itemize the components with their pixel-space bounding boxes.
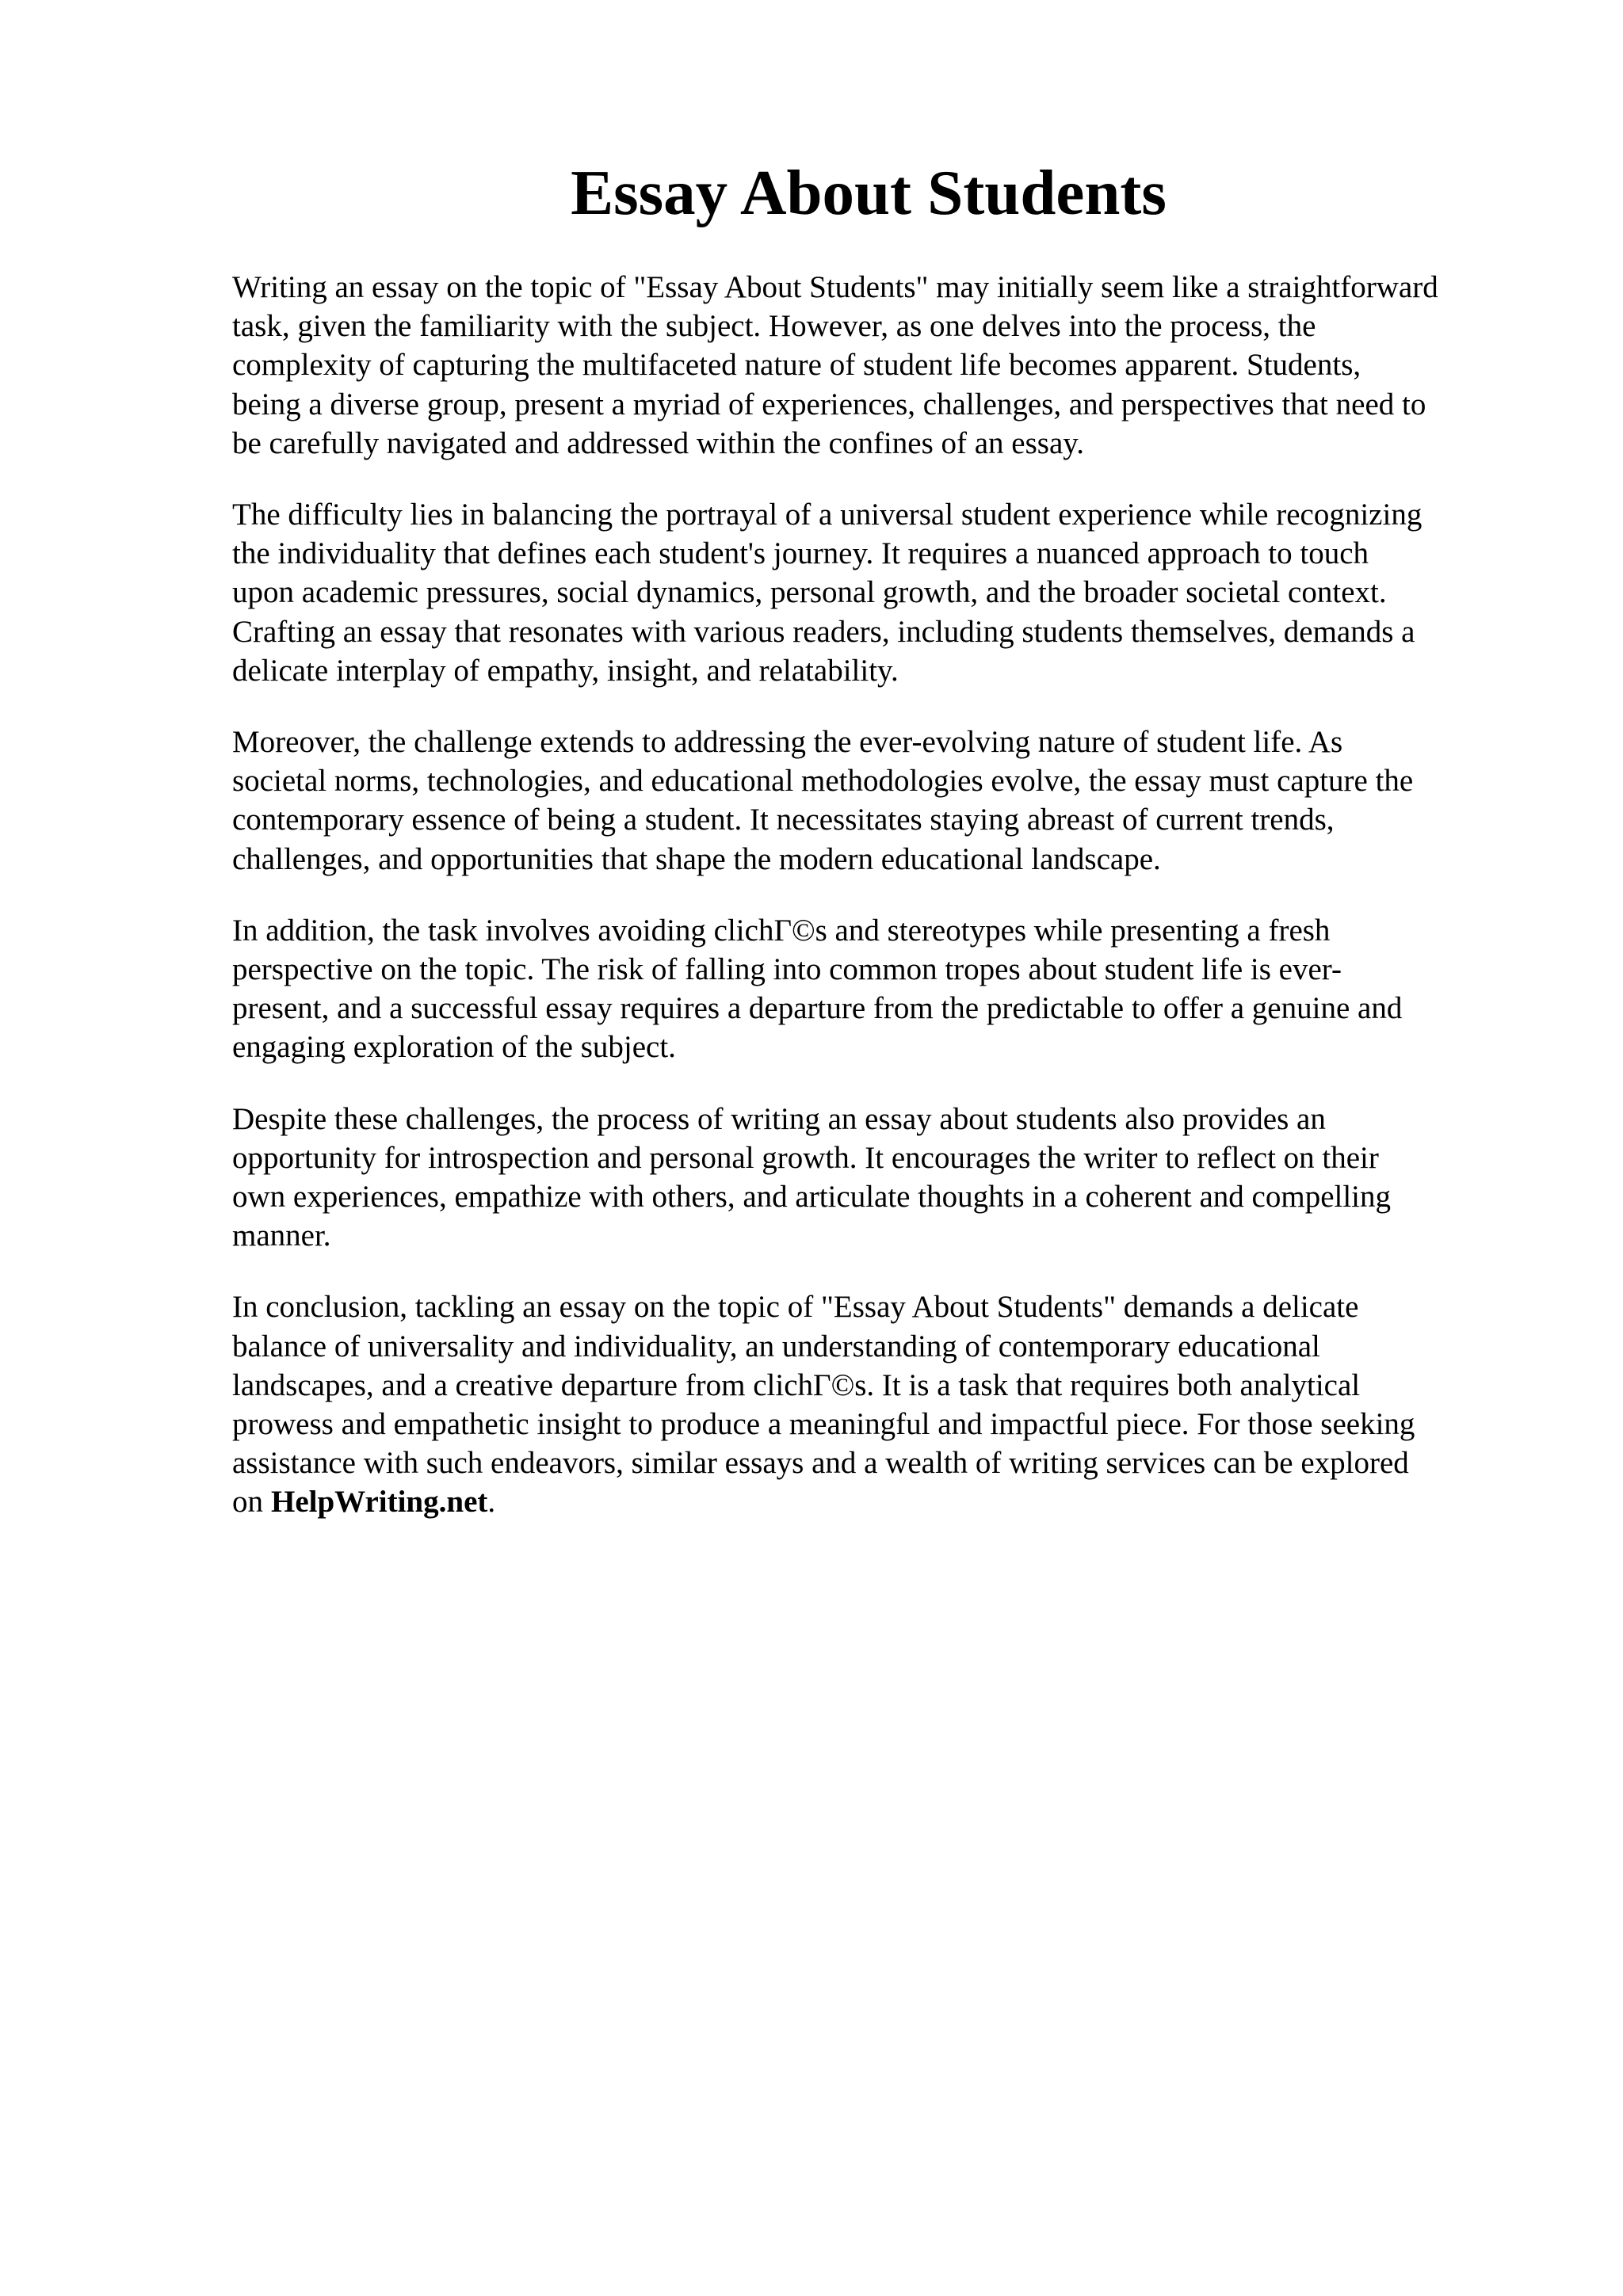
paragraph-line: In addition, the task involves avoiding clichΓ©s and stereotypes while presenting a fresh (232, 913, 1331, 948)
paragraph-line: In conclusion, tackling an essay on the topic of "Essay About Students" demands a delicate (232, 1290, 1359, 1325)
paragraph-line: present, and a successful essay requires a departure from the predictable to offer a genuine and (232, 991, 1403, 1026)
helpwriting-link[interactable]: HelpWriting.net (271, 1485, 488, 1520)
paragraph-line: upon academic pressures, social dynamics, personal growth, and the broader societal context. (232, 575, 1387, 610)
paragraph-line: challenges, and opportunities that shape the modern educational landscape. (232, 841, 1161, 876)
paragraph-4 (232, 911, 1532, 1067)
paragraph-line: own experiences, empathize with others, and articulate thoughts in a coherent and compelling (232, 1180, 1392, 1215)
paragraph-line: engaging exploration of the subject. (232, 1030, 676, 1065)
paragraph-line: The difficulty lies in balancing the portrayal of a universal student experience while recognizing (232, 498, 1423, 532)
paragraph-1 (232, 268, 1532, 463)
paragraph-line: Crafting an essay that resonates with various readers, including students themselves, demands a (232, 614, 1415, 649)
paragraph-line: opportunity for introspection and personal growth. It encourages the writer to reflect on their (232, 1140, 1379, 1175)
final-line (232, 1482, 1532, 1521)
paragraph-line: balance of universality and individuality, an understanding of contemporary educational (232, 1329, 1320, 1363)
paragraph-3 (232, 723, 1532, 879)
paragraph-line: be carefully navigated and addressed within the confines of an essay. (232, 425, 1084, 460)
paragraph-line: landscapes, and a creative departure from clichΓ©s. It is a task that requires both analytical (232, 1367, 1361, 1402)
page-title: Essay About Students (571, 157, 1167, 228)
final-line-suffix: . (487, 1485, 496, 1520)
paragraph-line: being a diverse group, present a myriad of experiences, challenges, and perspectives that need to (232, 387, 1426, 421)
paragraph-5 (232, 1100, 1532, 1256)
paragraph-line: the individuality that defines each student's journey. It requires a nuanced approach to touch (232, 536, 1369, 571)
paragraph-line: assistance with such endeavors, similar essays and a wealth of writing services can be explored (232, 1446, 1409, 1481)
paragraph-line: contemporary essence of being a student. It necessitates staying abreast of current trends, (232, 803, 1335, 837)
paragraph-line: Writing an essay on the topic of "Essay About Students" may initially seem like a straightforward (232, 270, 1438, 304)
paragraph-line: Moreover, the challenge extends to addressing the ever-evolving nature of student life. As (232, 725, 1343, 760)
paragraph-line: task, given the familiarity with the subject. However, as one delves into the process, the (232, 309, 1316, 344)
paragraph-line: prowess and empathetic insight to produce a meaningful and impactful piece. For those seeking (232, 1407, 1415, 1442)
paragraph-line: perspective on the topic. The risk of falling into common tropes about student life is ever- (232, 952, 1342, 987)
paragraph-2 (232, 495, 1532, 690)
final-line-prefix: on (232, 1485, 263, 1520)
paragraph-line: manner. (232, 1219, 331, 1253)
paragraph-line: complexity of capturing the multifaceted nature of student life becomes apparent. Students, (232, 348, 1361, 383)
paragraph-line: societal norms, technologies, and educational methodologies evolve, the essay must capture the (232, 764, 1414, 799)
paragraph-6 (232, 1287, 1532, 1521)
paragraph-line: Despite these challenges, the process of writing an essay about students also provides an (232, 1101, 1326, 1136)
paragraph-line: delicate interplay of empathy, insight, and relatability. (232, 653, 899, 688)
essay-body (232, 268, 1532, 1554)
